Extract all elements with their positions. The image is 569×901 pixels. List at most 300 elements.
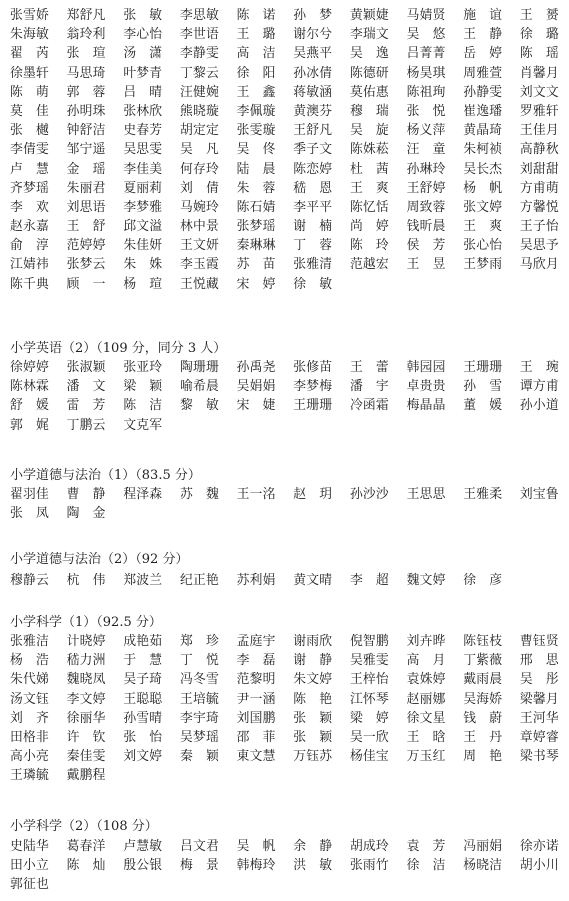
- person-name: 刘思语: [66, 199, 106, 215]
- person-name: 谢 楠: [293, 219, 333, 235]
- person-name: 王 昱: [406, 257, 446, 273]
- person-name: 翟羽佳: [10, 487, 49, 502]
- person-name: 王 璐: [236, 27, 276, 43]
- person-name: 杨 帆: [463, 180, 503, 196]
- person-name: 李宇琦: [179, 710, 219, 726]
- person-name: 黄文晴: [293, 573, 333, 588]
- person-name: 马思琦: [66, 65, 106, 81]
- person-name: 王河华: [519, 710, 559, 726]
- person-name: 戴雨晨: [463, 672, 503, 688]
- person-name: 杜 茜: [349, 161, 389, 177]
- person-name: 崔逸璠: [463, 103, 503, 119]
- person-name: 卢 慧: [10, 161, 49, 177]
- person-name: 张 悦: [406, 103, 446, 119]
- person-name: 纪正艳: [179, 573, 219, 588]
- person-name: 冷函霜: [349, 398, 389, 414]
- person-name: 马欣月: [519, 257, 559, 273]
- person-name: 梁 颖: [123, 379, 163, 395]
- person-name: 徐 洁: [406, 858, 446, 874]
- person-name: 徐 璐: [519, 27, 559, 43]
- person-name: 葛春洋: [66, 839, 106, 854]
- person-name: 吴子琦: [123, 672, 163, 688]
- person-name: 孙沙沙: [349, 487, 389, 502]
- person-name: 吴 悠: [406, 27, 446, 43]
- person-name: 王 爽: [349, 180, 389, 196]
- person-name: 黄颖婕: [349, 8, 389, 23]
- name-row: [10, 44, 559, 63]
- person-name: 秦琳琳: [236, 238, 276, 254]
- person-name: 张 瑄: [66, 46, 106, 62]
- name-row: [10, 64, 559, 83]
- person-name: 万钰苏: [293, 749, 333, 765]
- person-name: 张 敏: [123, 8, 163, 23]
- person-name: 吴 帆: [236, 839, 276, 854]
- person-name: 梅晶晶: [406, 398, 446, 414]
- person-name: 吴 彤: [519, 672, 559, 688]
- person-name: 孙冰倩: [293, 65, 333, 81]
- person-name: 李梦梅: [293, 379, 333, 395]
- person-name: 俞 淳: [10, 238, 49, 254]
- person-name: 韩梅玲: [236, 858, 276, 874]
- person-name: 陈德研: [349, 65, 389, 81]
- section-heading: 小学道德与法治（1）（83.5 分）: [10, 468, 201, 483]
- person-name: 孙禹尧: [236, 360, 276, 375]
- person-name: 穆静云: [10, 573, 49, 588]
- person-name: 万玉红: [406, 749, 446, 765]
- person-name: 胡成玲: [349, 839, 389, 854]
- person-name: 杭 伟: [66, 573, 106, 588]
- person-name: 吴娟娟: [236, 379, 276, 395]
- person-name: 陶 金: [66, 506, 106, 522]
- person-name: 吴长杰: [463, 161, 503, 177]
- person-name: 许 钦: [66, 729, 106, 745]
- person-name: 殷公银: [123, 858, 163, 874]
- person-name: 谢尔兮: [293, 27, 333, 43]
- person-name: 孙 梦: [293, 8, 333, 23]
- section-heading: 小学道德与法治（2）（92 分）: [10, 552, 189, 567]
- name-list: [10, 632, 559, 786]
- section-heading: 小学科学（1）（92.5 分）: [10, 615, 162, 630]
- person-name: 孙琳玲: [406, 161, 446, 177]
- person-name: 田格非: [10, 729, 49, 745]
- person-name: 王 赟: [519, 8, 559, 23]
- person-name: 蒋敏涵: [293, 84, 333, 100]
- name-row: [10, 856, 559, 875]
- person-name: 李静雯: [179, 46, 219, 62]
- person-name: 韩园园: [406, 360, 446, 375]
- person-name: 章婷睿: [519, 729, 559, 745]
- person-name: 朱 姝: [123, 257, 163, 273]
- person-name: 黎 敏: [179, 398, 219, 414]
- person-name: 朱海敏: [10, 27, 49, 43]
- name-list: [10, 571, 559, 590]
- person-name: 汤文钰: [10, 691, 49, 707]
- person-name: 李佩璇: [236, 103, 276, 119]
- person-name: 陈忆恬: [349, 199, 389, 215]
- person-name: 杨昊琪: [406, 65, 446, 81]
- person-name: 朱佳妍: [123, 238, 163, 254]
- person-name: 戴鹏程: [66, 768, 106, 784]
- person-name: 王 舒: [66, 219, 106, 235]
- person-name: 杨义萍: [406, 123, 446, 139]
- person-name: 张雨竹: [349, 858, 389, 874]
- person-name: 顾 一: [66, 276, 106, 292]
- person-name: 陈 萌: [10, 84, 49, 100]
- person-name: 成艳茹: [123, 634, 163, 649]
- person-name: 岳 婷: [463, 46, 503, 62]
- person-name: 王悦藏: [179, 276, 219, 292]
- person-name: 梁 婷: [349, 710, 389, 726]
- person-name: 李瑞文: [349, 27, 389, 43]
- person-name: 高小亮: [10, 749, 49, 765]
- person-name: 于 慧: [123, 653, 163, 669]
- name-row: [10, 875, 559, 894]
- person-name: 魏文婷: [406, 573, 446, 588]
- person-name: 陈姝菘: [349, 142, 389, 158]
- person-name: 朱丽君: [66, 180, 106, 196]
- person-name: 王 静: [463, 27, 503, 43]
- person-name: 侯 芳: [406, 238, 446, 254]
- person-name: 范越宏: [349, 257, 389, 273]
- person-name: 東文慧: [236, 749, 276, 765]
- person-name: 陈 瑶: [519, 46, 559, 62]
- person-name: 李世语: [179, 27, 219, 43]
- person-name: 刘 倩: [179, 180, 219, 196]
- person-name: 洪 敏: [293, 858, 333, 874]
- person-name: 高静秋: [519, 142, 559, 158]
- person-name: 范黎明: [236, 672, 276, 688]
- person-name: 王子怡: [519, 219, 559, 235]
- person-name: 孙 雪: [463, 379, 503, 395]
- person-name: 曹钰贤: [519, 634, 559, 649]
- person-name: 吴海娇: [463, 691, 503, 707]
- person-name: 孟庭宇: [236, 634, 276, 649]
- person-name: 梁馨月: [519, 691, 559, 707]
- name-row: [10, 485, 559, 504]
- person-name: 莫 佳: [10, 103, 49, 119]
- person-name: 钱 蔚: [463, 710, 503, 726]
- person-name: 王璘毓: [10, 768, 49, 784]
- person-name: 陈钰枝: [463, 634, 503, 649]
- person-name: 夏丽莉: [123, 180, 163, 196]
- person-name: 宋 婕: [236, 398, 276, 414]
- name-row: [10, 416, 559, 435]
- person-name: 邱文溢: [123, 219, 163, 235]
- person-name: 王 蕾: [349, 360, 389, 375]
- person-name: 吴 佟: [236, 142, 276, 158]
- person-name: 嵇力洲: [66, 653, 106, 669]
- person-name: 王梓怡: [349, 672, 389, 688]
- person-name: 陈恋婷: [293, 161, 333, 177]
- person-name: 吴思予: [519, 238, 559, 254]
- person-name: 王 琬: [519, 360, 559, 375]
- person-name: 苏 魏: [179, 487, 219, 502]
- person-name: 雷 芳: [66, 398, 106, 414]
- person-name: 邵 菲: [236, 729, 276, 745]
- person-name: 董 媛: [463, 398, 503, 414]
- person-name: 潘 文: [66, 379, 106, 395]
- person-name: 陈石婧: [236, 199, 276, 215]
- person-name: 丁 蓉: [293, 238, 333, 254]
- person-name: 吴雅雯: [349, 653, 389, 669]
- person-name: 吕 晴: [123, 84, 163, 100]
- person-name: 郭征也: [10, 877, 49, 893]
- person-name: 王思思: [406, 487, 446, 502]
- person-name: 刘国鹏: [236, 710, 276, 726]
- person-name: 莫佑惠: [349, 84, 389, 100]
- person-name: 张梦云: [66, 257, 106, 273]
- person-name: 林中景: [179, 219, 219, 235]
- person-name: 计晓婷: [66, 634, 106, 649]
- person-name: 王 鑫: [236, 84, 276, 100]
- section-heading: 小学科学（2）（108 分）: [10, 819, 158, 834]
- person-name: 舒 媛: [10, 398, 49, 414]
- person-name: 张雅清: [293, 257, 333, 273]
- person-name: 叶梦青: [123, 65, 163, 81]
- person-name: 朱柯祯: [463, 142, 503, 158]
- person-name: 徐文星: [406, 710, 446, 726]
- person-name: 刘文文: [519, 84, 559, 100]
- name-row: [10, 670, 559, 689]
- person-name: 徐 彦: [463, 573, 503, 588]
- person-name: 李佳美: [123, 161, 163, 177]
- person-name: 卓贵贵: [406, 379, 446, 395]
- person-name: 罗雅轩: [519, 103, 559, 119]
- person-name: 袁姝婷: [406, 672, 446, 688]
- person-name: 黄澳芬: [293, 103, 333, 119]
- person-name: 赵永嘉: [10, 219, 49, 235]
- person-name: 吴 旋: [349, 123, 389, 139]
- person-name: 孙小道: [519, 398, 559, 414]
- person-name: 倪智鹏: [349, 634, 389, 649]
- person-name: 胡定定: [179, 123, 219, 139]
- person-name: 邢 思: [519, 653, 559, 669]
- person-name: 谢雨欣: [293, 634, 333, 649]
- person-name: 吴燕平: [293, 46, 333, 62]
- person-name: 高 月: [406, 653, 446, 669]
- person-name: 王舒凡: [293, 123, 333, 139]
- person-name: 王佳月: [519, 123, 559, 139]
- person-name: 李玉霞: [179, 257, 219, 273]
- person-name: 周 艳: [463, 749, 503, 765]
- person-name: 江怀琴: [349, 691, 389, 707]
- name-row: [10, 766, 559, 785]
- person-name: 秦 颖: [179, 749, 219, 765]
- name-row: [10, 396, 559, 415]
- name-list: [10, 6, 559, 294]
- person-name: 施 谊: [463, 8, 503, 23]
- person-name: 陈 玲: [349, 238, 389, 254]
- person-name: 汤 潇: [123, 46, 163, 62]
- person-name: 陈祖珣: [406, 84, 446, 100]
- person-name: 苏利娟: [236, 573, 276, 588]
- person-name: 徐亦诺: [519, 839, 559, 854]
- name-row: [10, 504, 559, 523]
- person-name: 刘 齐: [10, 710, 49, 726]
- name-row: [10, 6, 559, 25]
- person-name: 孙静雯: [463, 84, 503, 100]
- person-name: 文克军: [123, 417, 163, 433]
- person-name: 方甫萌: [519, 180, 559, 196]
- person-name: 袁 芳: [406, 839, 446, 854]
- person-name: 谭方甫: [519, 379, 559, 395]
- person-name: 冯丽娟: [463, 839, 503, 854]
- person-name: 张梦瑶: [236, 219, 276, 235]
- name-row: [10, 255, 559, 274]
- person-name: 江婧祎: [10, 257, 49, 273]
- person-name: 周雅萱: [463, 65, 503, 81]
- person-name: 丁黎云: [179, 65, 219, 81]
- person-name: 张文婷: [463, 199, 503, 215]
- person-name: 张淑颖: [66, 360, 106, 375]
- name-row: [10, 198, 559, 217]
- person-name: 李文婷: [66, 691, 106, 707]
- name-row: [10, 179, 559, 198]
- person-name: 李倩雯: [10, 142, 49, 158]
- person-name: 汪健婉: [179, 84, 219, 100]
- person-name: 徐婷婷: [10, 360, 49, 375]
- name-row: [10, 747, 559, 766]
- person-name: 李梦雅: [123, 199, 163, 215]
- person-name: 刘卉晔: [406, 634, 446, 649]
- person-name: 张 怡: [123, 729, 163, 745]
- person-name: 程泽森: [123, 487, 163, 502]
- name-row: [10, 102, 559, 121]
- person-name: 张亚玲: [123, 360, 163, 375]
- person-name: 喻希晨: [179, 379, 219, 395]
- person-name: 王 晗: [406, 729, 446, 745]
- person-name: 曹 静: [66, 487, 106, 502]
- person-name: 吴梦瑶: [179, 729, 219, 745]
- person-name: 郭 蓉: [66, 84, 106, 100]
- person-name: 陈 艳: [293, 691, 333, 707]
- person-name: 王珊珊: [463, 360, 503, 375]
- name-row: [10, 236, 559, 255]
- person-name: 陶珊珊: [179, 360, 219, 375]
- person-name: 金 瑶: [66, 161, 106, 177]
- person-name: 王 丹: [463, 729, 503, 745]
- person-name: 李 超: [349, 573, 389, 588]
- person-name: 孙雪晴: [123, 710, 163, 726]
- person-name: 赵 玥: [293, 487, 333, 502]
- person-name: 张 凤: [10, 506, 49, 522]
- person-name: 李 磊: [236, 653, 276, 669]
- person-name: 胡小川: [519, 858, 559, 874]
- person-name: 王培毓: [179, 691, 219, 707]
- name-row: [10, 651, 559, 670]
- person-name: 张 樾: [10, 123, 49, 139]
- name-row: [10, 160, 559, 179]
- person-name: 齐梦瑶: [10, 180, 49, 196]
- name-row: [10, 837, 559, 856]
- name-list: [10, 837, 559, 895]
- person-name: 翟 芮: [10, 46, 49, 62]
- person-name: 杨晓洁: [463, 858, 503, 874]
- person-name: 尹一涵: [236, 691, 276, 707]
- name-list: [10, 485, 559, 523]
- person-name: 苏 苗: [236, 257, 276, 273]
- person-name: 方馨悦: [519, 199, 559, 215]
- person-name: 吕文君: [179, 839, 219, 854]
- person-name: 郑波兰: [123, 573, 163, 588]
- person-name: 丁鹏云: [66, 417, 106, 433]
- name-row: [10, 25, 559, 44]
- name-row: [10, 571, 559, 590]
- person-name: 王一洺: [236, 487, 276, 502]
- person-name: 嵇 恩: [293, 180, 333, 196]
- person-name: 李心怡: [123, 27, 163, 43]
- person-name: 王聪聪: [123, 691, 163, 707]
- person-name: 梅 景: [179, 858, 219, 874]
- person-name: 吕菁菁: [406, 46, 446, 62]
- person-name: 张 颖: [293, 729, 333, 745]
- name-row: [10, 728, 559, 747]
- name-row: [10, 632, 559, 651]
- person-name: 李思敏: [179, 8, 219, 23]
- person-name: 史陆华: [10, 839, 49, 854]
- person-name: 陈林霖: [10, 379, 49, 395]
- person-name: 陈千典: [10, 276, 49, 292]
- section-heading: 小学英语（2）（109 分，同分 3 人）: [10, 341, 227, 356]
- person-name: 李平平: [293, 199, 333, 215]
- person-name: 张雅洁: [10, 634, 49, 649]
- person-name: 王珊珊: [293, 398, 333, 414]
- person-name: 丁 悦: [179, 653, 219, 669]
- name-row: [10, 217, 559, 236]
- person-name: 吴思雯: [123, 142, 163, 158]
- person-name: 汪 童: [406, 142, 446, 158]
- person-name: 朱 蓉: [236, 180, 276, 196]
- person-name: 杨佳宝: [349, 749, 389, 765]
- person-name: 孙明珠: [66, 103, 106, 119]
- person-name: 吴 凡: [179, 142, 219, 158]
- person-name: 秦佳雯: [66, 749, 106, 765]
- person-name: 潘 宇: [349, 379, 389, 395]
- person-name: 魏晓凤: [66, 672, 106, 688]
- person-name: 尚 婷: [349, 219, 389, 235]
- person-name: 马婉玲: [179, 199, 219, 215]
- name-row: [10, 358, 559, 377]
- name-row: [10, 690, 559, 709]
- person-name: 丁紫薇: [463, 653, 503, 669]
- person-name: 高 洁: [236, 46, 276, 62]
- person-name: 刘甜甜: [519, 161, 559, 177]
- name-row: [10, 121, 559, 140]
- person-name: 邹宁遥: [66, 142, 106, 158]
- person-name: 田小立: [10, 858, 49, 874]
- person-name: 何存玲: [179, 161, 219, 177]
- person-name: 赵丽娜: [406, 691, 446, 707]
- person-name: 穆 瑞: [349, 103, 389, 119]
- person-name: 陆 晨: [236, 161, 276, 177]
- name-list: [10, 358, 559, 435]
- person-name: 李 欢: [10, 199, 49, 215]
- person-name: 陈 洁: [123, 398, 163, 414]
- person-name: 季子文: [293, 142, 333, 158]
- person-name: 余 静: [293, 839, 333, 854]
- person-name: 范婷婷: [66, 238, 106, 254]
- person-name: 吴一欣: [349, 729, 389, 745]
- person-name: 王雅柔: [463, 487, 503, 502]
- person-name: 徐 阳: [236, 65, 276, 81]
- person-name: 徐丽华: [66, 710, 106, 726]
- person-name: 钱昕晨: [406, 219, 446, 235]
- person-name: 谢 静: [293, 653, 333, 669]
- person-name: 朱代娣: [10, 672, 49, 688]
- person-name: 肖馨月: [519, 65, 559, 81]
- person-name: 徐 敏: [293, 276, 333, 292]
- person-name: 张 颖: [293, 710, 333, 726]
